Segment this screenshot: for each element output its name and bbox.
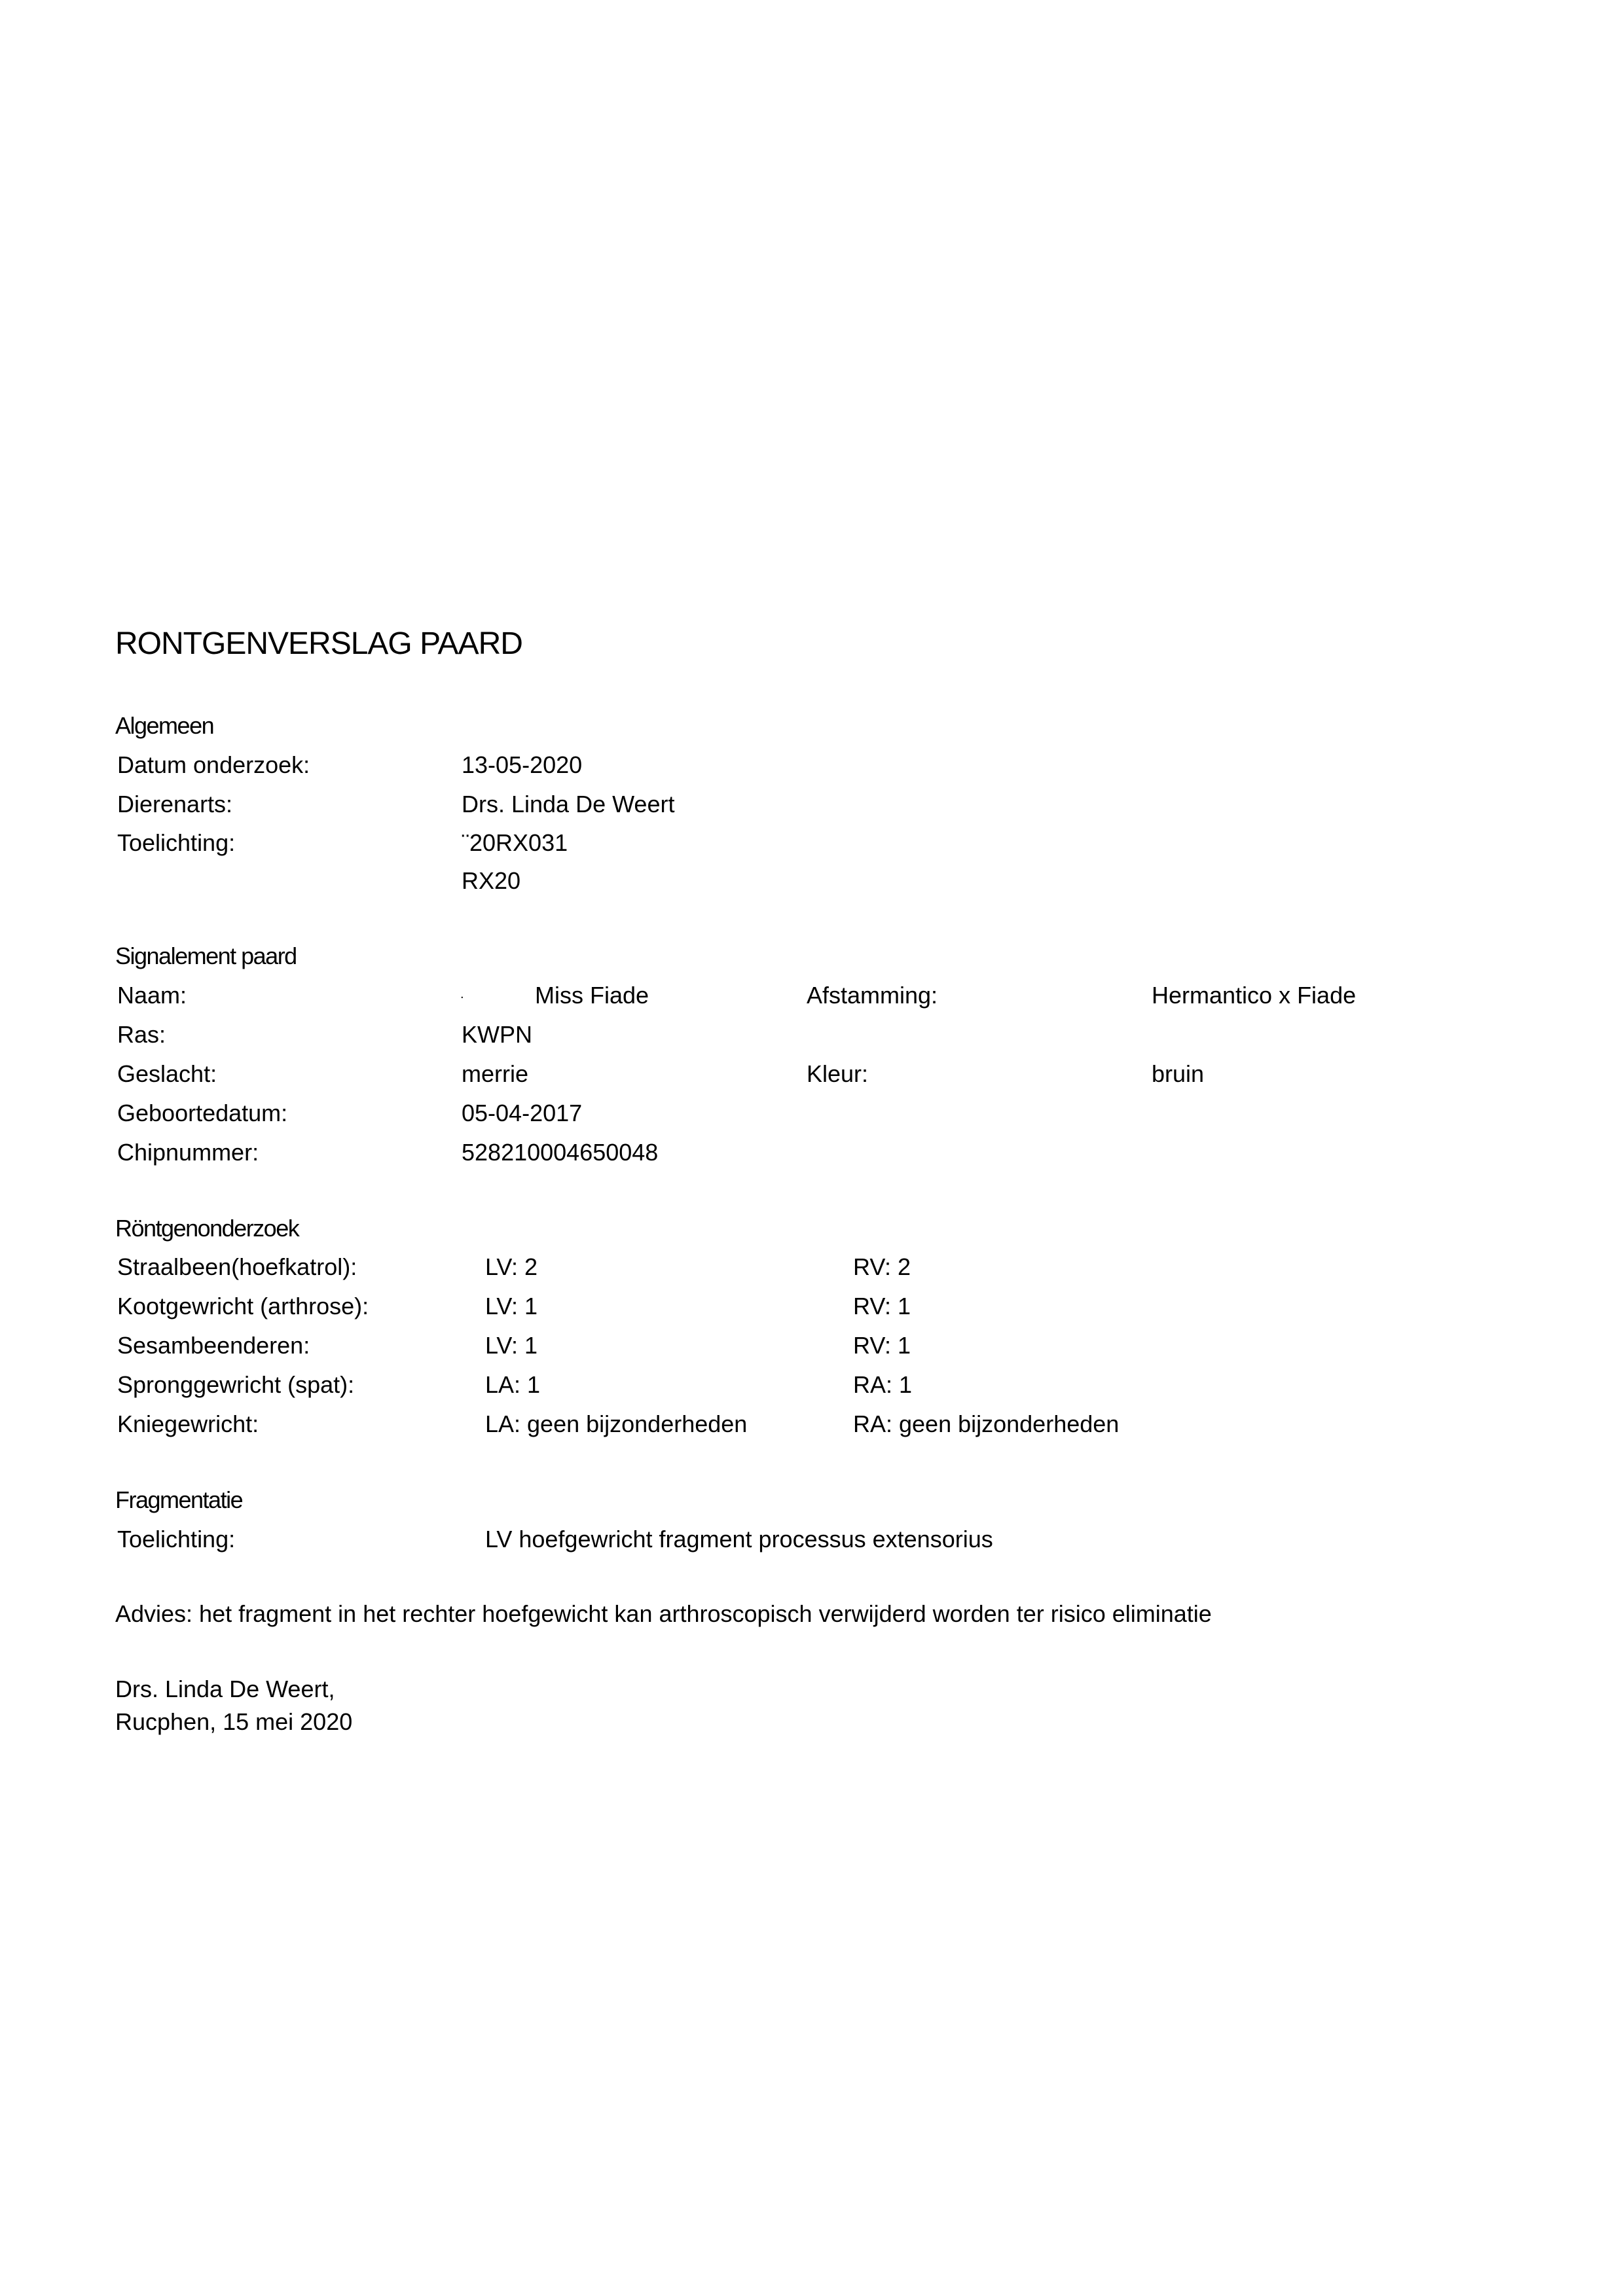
fragmentatie-heading: Fragmentatie bbox=[115, 1486, 243, 1513]
kleur-value: bruin bbox=[1152, 1060, 1205, 1087]
advies-text: Advies: het fragment in het rechter hoefgewicht kan arthroscopisch verwijderd worden ter risico eliminatie bbox=[115, 1600, 1212, 1627]
geslacht-value: merrie bbox=[462, 1060, 529, 1087]
page-title: RONTGENVERSLAG PAARD bbox=[115, 626, 522, 661]
exam-row-left: LV: 1 bbox=[485, 1293, 538, 1319]
signature-name: Drs. Linda De Weert, bbox=[115, 1676, 335, 1702]
exam-row-label: Kootgewricht (arthrose): bbox=[117, 1293, 369, 1319]
dierenarts-label: Dierenarts: bbox=[117, 791, 233, 817]
exam-row-label: Kniegewricht: bbox=[117, 1410, 259, 1437]
kleur-label: Kleur: bbox=[807, 1060, 869, 1087]
geboortedatum-label: Geboortedatum: bbox=[117, 1100, 288, 1126]
fragmentatie-toelichting-value: LV hoefgewricht fragment processus extensorius bbox=[485, 1526, 993, 1552]
chipnummer-value: 528210004650048 bbox=[462, 1139, 659, 1166]
dierenarts-value: Drs. Linda De Weert bbox=[462, 791, 675, 817]
exam-row-right: RA: 1 bbox=[853, 1371, 913, 1398]
naam-label: Naam: bbox=[117, 982, 187, 1009]
exam-row-right: RV: 1 bbox=[853, 1293, 911, 1319]
exam-row-left: LA: 1 bbox=[485, 1371, 541, 1398]
naam-value: Miss Fiade bbox=[535, 982, 649, 1009]
exam-row-right: RV: 2 bbox=[853, 1253, 911, 1280]
algemeen-heading: Algemeen bbox=[115, 712, 214, 739]
afstamming-label: Afstamming: bbox=[807, 982, 938, 1009]
rontgenonderzoek-heading: Röntgenonderzoek bbox=[115, 1215, 299, 1242]
toelichting-line-2: RX20 bbox=[462, 867, 521, 894]
fragmentatie-toelichting-label: Toelichting: bbox=[117, 1526, 236, 1552]
exam-row-left: LA: geen bijzonderheden bbox=[485, 1410, 748, 1437]
exam-row-right: RV: 1 bbox=[853, 1332, 911, 1359]
afstamming-value: Hermantico x Fiade bbox=[1152, 982, 1357, 1009]
geboortedatum-value: 05-04-2017 bbox=[462, 1100, 583, 1126]
exam-row-label: Straalbeen(hoefkatrol): bbox=[117, 1253, 357, 1280]
toelichting-label: Toelichting: bbox=[117, 829, 236, 856]
datum-label: Datum onderzoek: bbox=[117, 751, 310, 778]
signature-place-date: Rucphen, 15 mei 2020 bbox=[115, 1708, 353, 1735]
exam-row-left: LV: 1 bbox=[485, 1332, 538, 1359]
exam-row-label: Spronggewricht (spat): bbox=[117, 1371, 355, 1398]
exam-row-right: RA: geen bijzonderheden bbox=[853, 1410, 1120, 1437]
exam-row-left: LV: 2 bbox=[485, 1253, 538, 1280]
ras-label: Ras: bbox=[117, 1021, 166, 1048]
toelichting-line-1: ¨20RX031 bbox=[462, 829, 568, 856]
exam-row-label: Sesambeenderen: bbox=[117, 1332, 310, 1359]
naam-prefix-mark: . bbox=[460, 987, 464, 1001]
signalement-heading: Signalement paard bbox=[115, 942, 297, 969]
geslacht-label: Geslacht: bbox=[117, 1060, 217, 1087]
ras-value: KWPN bbox=[462, 1021, 532, 1048]
datum-value: 13-05-2020 bbox=[462, 751, 583, 778]
chipnummer-label: Chipnummer: bbox=[117, 1139, 259, 1166]
